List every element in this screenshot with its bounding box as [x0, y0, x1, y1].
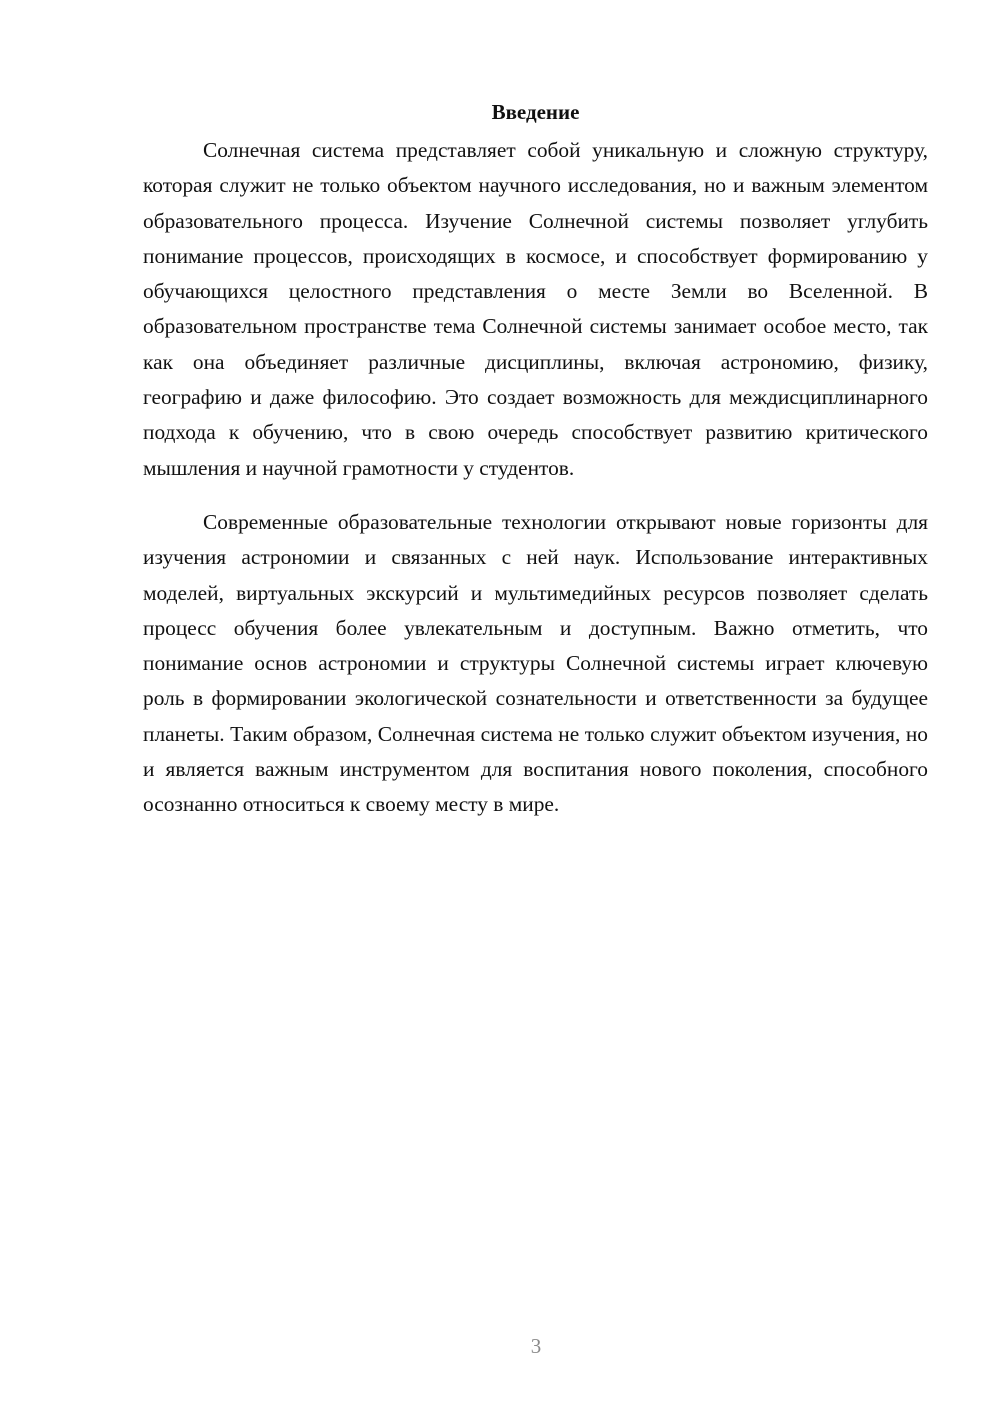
paragraph-2: Современные образовательные технологии открывают новые горизонты для изучения астрономии и связанных с ней наук. Использование интерактивных моделей, виртуальных экскурсий и мультимедийных ресурсов позволяет сделать процесс обучения более увлекательным и доступным. Важно отметить, что понимание основ астрономии и структуры Солнечной системы играет ключевую роль в формировании экологической сознательности и ответственности за будущее планеты. Таким образом, Солнечная система не только служит объектом изучения, но и является важным инструментом для воспитания нового поколения, способного осознанно относиться к своему месту в мире.	[143, 509, 928, 817]
page-content	[143, 96, 928, 823]
paragraph-1: Солнечная система представляет собой уникальную и сложную структуру, которая служит не только объектом научного исследования, но и важным элементом образовательного процесса. Изучение Солнечной системы позволяет углубить понимание процессов, происходящих в космосе, и способствует формированию у обучающихся целостного представления о месте Земли во Вселенной. В образовательном пространстве тема Солнечной системы занимает особое место, так как она объединяет различные дисциплины, включая астрономию, физику, географию и даже философию. Это создает возможность для междисциплинарного подхода к обучению, что в свою очередь способствует развитию критического мышления и научной грамотности у студентов.	[143, 138, 928, 480]
page-number: 3	[530, 1334, 542, 1358]
section-heading: Введение	[491, 100, 580, 124]
